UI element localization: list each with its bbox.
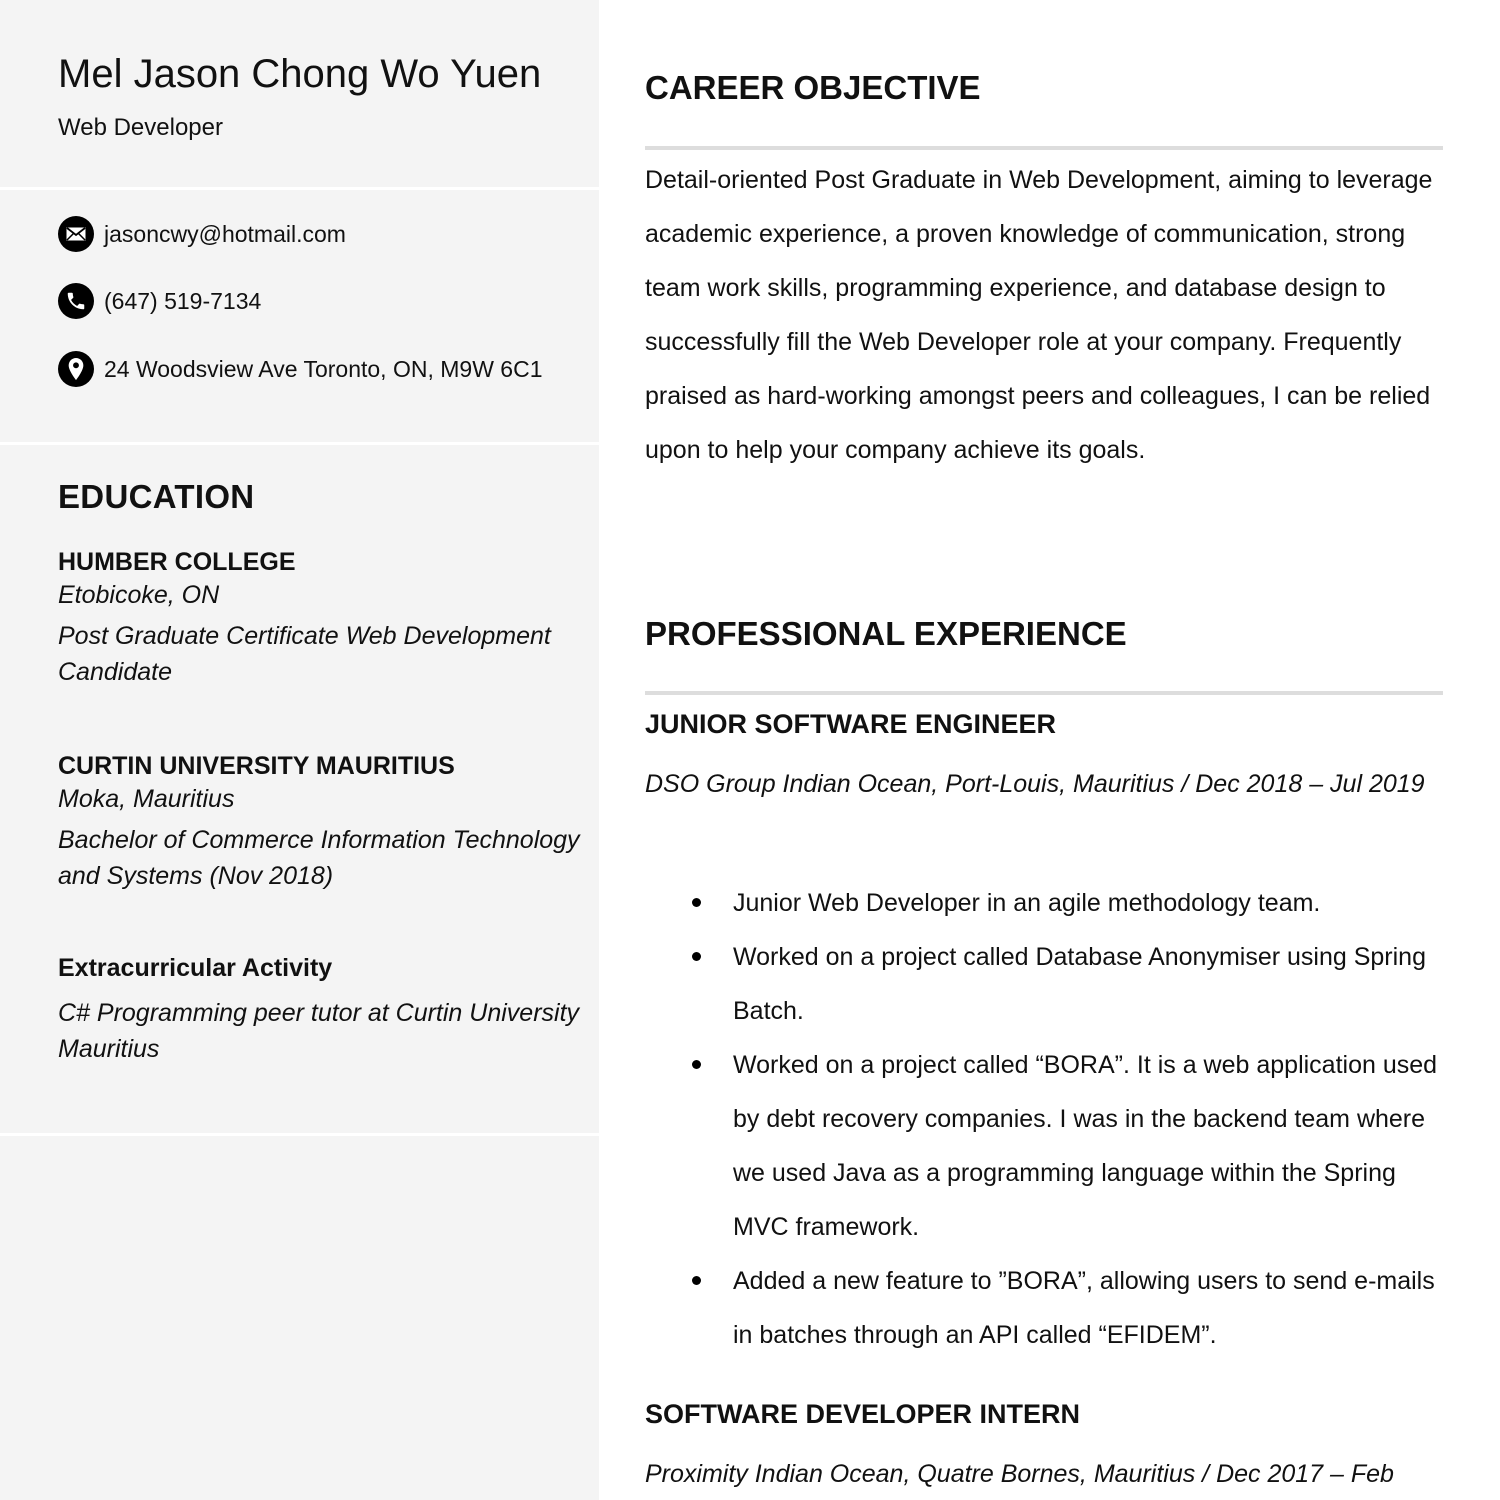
job-bullets xyxy=(645,876,1443,1362)
section-rule xyxy=(645,691,1443,695)
school-degree: Post Graduate Certificate Web Development Candidate xyxy=(58,622,551,686)
candidate-role: Web Developer xyxy=(58,114,223,141)
email-icon xyxy=(58,216,94,252)
education-entry xyxy=(58,750,583,894)
job-title: JUNIOR SOFTWARE ENGINEER xyxy=(645,709,1057,739)
phone-icon xyxy=(58,283,94,319)
sidebar-divider xyxy=(0,187,599,190)
job-bullet: Added a new feature to ”BORA”, allowing users to send e-mails in batches through an API called “EFIDEM”. xyxy=(645,1254,1443,1362)
contact-address xyxy=(58,351,542,387)
contact-phone xyxy=(58,283,261,319)
school-name: CURTIN UNIVERSITY MAURITIUS xyxy=(58,752,455,780)
location-icon xyxy=(58,351,94,387)
school-degree: Bachelor of Commerce Information Technology and Systems (Nov 2018) xyxy=(58,826,580,890)
job-meta: DSO Group Indian Ocean, Port-Louis, Mauritius / Dec 2018 – Jul 2019 xyxy=(645,770,1425,798)
contact-email xyxy=(58,216,346,252)
extracurricular-entry xyxy=(58,952,583,1067)
job-bullet: Junior Web Developer in an agile methodology team. xyxy=(645,876,1443,930)
extracurricular-title: Extracurricular Activity xyxy=(58,954,333,982)
sidebar xyxy=(0,0,599,1500)
job-bullet: Worked on a project called Database Anonymiser using Spring Batch. xyxy=(645,930,1443,1038)
sidebar-divider xyxy=(0,442,599,445)
sidebar-divider xyxy=(0,1133,599,1136)
job-title: SOFTWARE DEVELOPER INTERN xyxy=(645,1399,1081,1429)
main-content xyxy=(645,0,1443,1500)
extracurricular-description: C# Programming peer tutor at Curtin University Mauritius xyxy=(58,999,580,1063)
section-rule xyxy=(645,146,1443,150)
school-location: Moka, Mauritius xyxy=(58,785,235,813)
experience-heading: PROFESSIONAL EXPERIENCE xyxy=(645,615,1127,652)
objective-text: Detail-oriented Post Graduate in Web Development, aiming to leverage academic experience, a proven knowledge of communication, strong team work skills, programming experience, and database design to successfully fill the Web Developer role at your company. Frequently praised as hard-working amongst peers and colleagues, I can be relied upon to help your company achieve its goals. xyxy=(645,166,1433,464)
objective-heading: CAREER OBJECTIVE xyxy=(645,69,981,106)
education-entry xyxy=(58,546,583,690)
school-location: Etobicoke, ON xyxy=(58,581,220,609)
education-heading: EDUCATION xyxy=(58,478,255,515)
job-meta: Proximity Indian Ocean, Quatre Bornes, Mauritius / Dec 2017 – Feb xyxy=(645,1460,1394,1488)
phone-text[interactable]: (647) 519-7134 xyxy=(104,287,262,314)
email-text[interactable]: jasoncwy@hotmail.com xyxy=(104,220,346,247)
address-text: 24 Woodsview Ave Toronto, ON, M9W 6C1 xyxy=(104,355,543,382)
school-name: HUMBER COLLEGE xyxy=(58,548,296,576)
candidate-name: Mel Jason Chong Wo Yuen xyxy=(58,52,542,96)
job-bullet: Worked on a project called “BORA”. It is a web application used by debt recovery companies. I was in the backend team where we used Java as a programming language within the Spring MVC framework. xyxy=(645,1038,1443,1254)
